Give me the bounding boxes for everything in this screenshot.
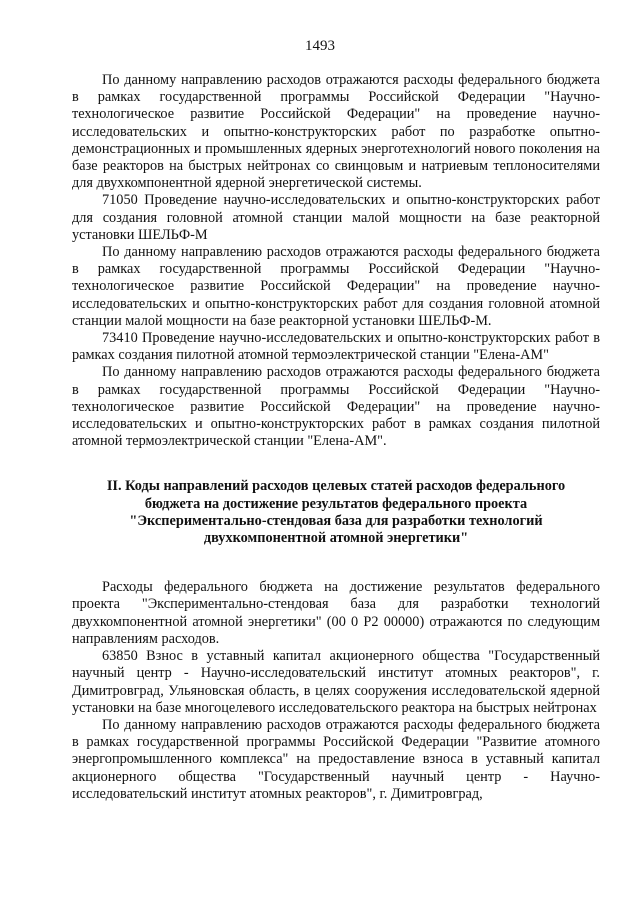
page-number: 1493 — [305, 38, 335, 54]
paragraph-intro: Расходы федерального бюджета на достижение результатов федерального проекта "Экспериментально-стендовая база для разработки технологий двухкомпонентной атомной энергетики" (00 0 Р2 00000) отражаются по следующим направлениям расходов. — [72, 579, 600, 647]
section-heading-line-1: II. Коды направлений расходов целевых статей расходов федерального — [106, 478, 566, 495]
paragraph-description-3: По данному направлению расходов отражаются расходы федерального бюджета в рамках государственной программы Российской Федерации "Научно-технологическое развитие Российской Федерации" на проведение научно-исследовательских и опытно-конструкторских работ в рамках создания пилотной атомной термоэлектрической станции "Елена-АМ". — [72, 364, 600, 450]
section-heading-line-4: двухкомпонентной атомной энергетики" — [203, 530, 469, 547]
paragraph-code-63850: 63850 Взнос в уставный капитал акционерного общества "Государственный научный центр - Научно-исследовательский институт атомных реакторов", г. Димитровград, Ульяновская область, в целях сооружения исследовательской ядерной установки на базе многоцелевого исследовательского реактора на быстрых нейтронах — [72, 648, 600, 716]
paragraph-description-2: По данному направлению расходов отражаются расходы федерального бюджета в рамках государственной программы Российской Федерации "Научно-технологическое развитие Российской Федерации" на проведение научно-исследовательских и опытно-конструкторских работ для создания головной атомной станции малой мощности на базе реакторной установки ШЕЛЬФ-М. — [72, 244, 600, 329]
section-heading — [72, 478, 600, 547]
paragraph-code-73410: 73410 Проведение научно-исследовательских и опытно-конструкторских работ в рамках создания пилотной атомной термоэлектрической станции "Елена-АМ" — [72, 330, 600, 364]
section-heading-line-2: бюджета на достижение результатов федерального проекта — [144, 495, 528, 512]
section-heading-line-3: "Экспериментально-стендовая база для разработки технологий — [129, 512, 543, 529]
paragraph-code-71050: 71050 Проведение научно-исследовательских и опытно-конструкторских работ для создания головной атомной станции малой мощности на базе реакторной установки ШЕЛЬФ-М — [72, 192, 600, 243]
paragraph-description-4: По данному направлению расходов отражаются расходы федерального бюджета в рамках государственной программы Российской Федерации "Развитие атомного энергопромышленного комплекса" на предоставление взноса в уставный капитал акционерного общества "Государственный научный центр - Научно-исследовательский институт атомных реакторов", г. Димитровград, — [72, 716, 600, 802]
paragraph-description-1: По данному направлению расходов отражаются расходы федерального бюджета в рамках государственной программы Российской Федерации "Научно-технологическое развитие Российской Федерации" на проведение научно-исследовательских и опытно-конструкторских работ по разработке опытно-демонстрационных и промышленных ядерных энерготехнологий нового поколения на базе реакторов на быстрых нейтронах со свинцовым и натриевым теплоносителями для двухкомпонентной ядерной энергетической системы. — [72, 72, 600, 192]
document-body — [72, 72, 600, 803]
